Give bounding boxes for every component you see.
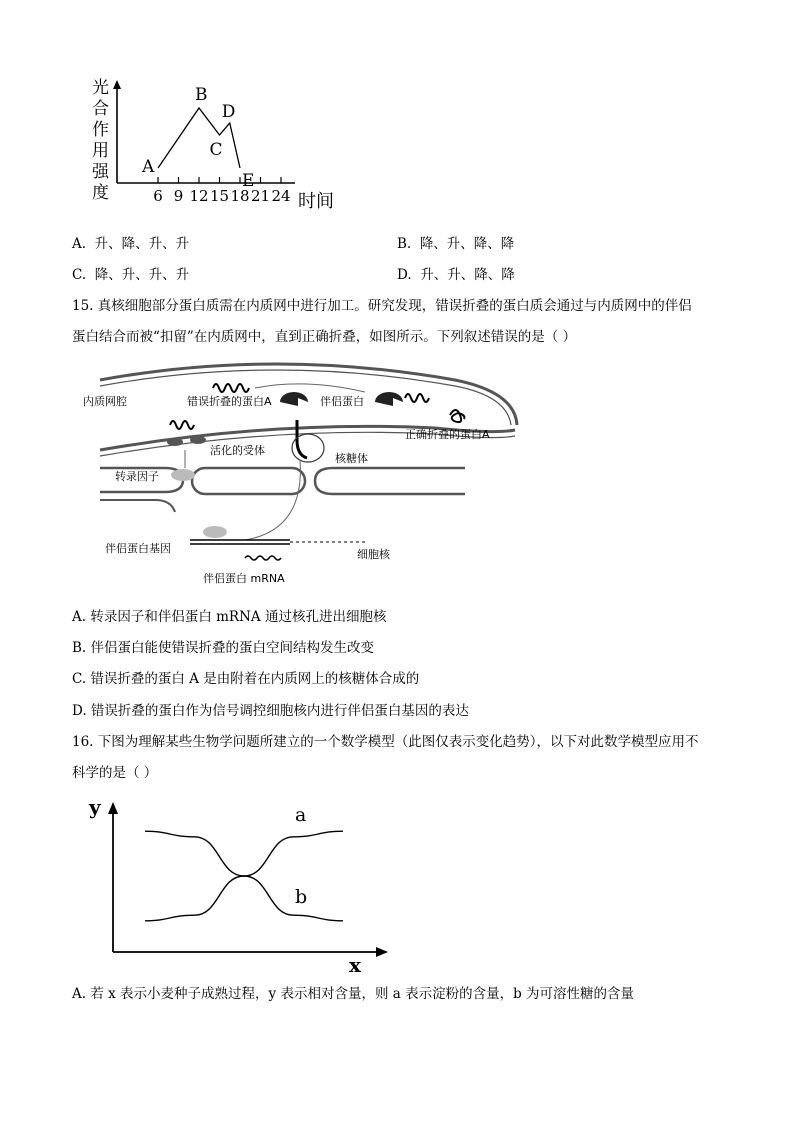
q14-ylabel [92, 78, 110, 203]
label-correctly-folded: 正确折叠的蛋白A [405, 428, 490, 441]
label-gene: 伴侣蛋白基因 [105, 542, 171, 555]
q16-series-label: b [295, 885, 308, 908]
mrna-icon [245, 556, 281, 560]
q15-option-d: D. 错误折叠的蛋白作为信号调控细胞核内进行伴侣蛋白基因的表达 [72, 703, 469, 719]
nuclear-envelope-mid [192, 468, 305, 494]
q16-option-a: A. 若 x 表示小麦种子成熟过程，y 表示相对含量，则 a 表示淀粉的含量，b 为可溶性糖的含量 [72, 986, 635, 1002]
arrow-up-icon [245, 460, 300, 540]
q16-ylabel: y [89, 795, 101, 819]
q14-tick-label: 9 [173, 187, 184, 205]
q14-ylabel-char: 合 [92, 99, 109, 119]
q15-option-b: B. 伴侣蛋白能使错误折叠的蛋白空间结构发生改变 [72, 640, 375, 656]
q14-point-label: A [142, 157, 155, 177]
q14-option-c: C. 降、升、升、升 [72, 267, 190, 283]
q16-chart [85, 792, 395, 977]
q14-ylabel-char: 光 [92, 78, 109, 98]
transcription-factor-nucleus-icon [203, 526, 227, 538]
q15-option-a: A. 转录因子和伴侣蛋白 mRNA 通过核孔进出细胞核 [72, 609, 387, 625]
nascent-protein-icon [297, 420, 307, 458]
receptor-2-icon [190, 436, 206, 444]
q15-stem-line2: 蛋白结合而被“扣留”在内质网中，直到正确折叠，如图所示。下列叙述错误的是（ ） [72, 329, 577, 345]
q16-xlabel: x [349, 953, 361, 977]
misfolded-protein-2-icon [170, 421, 194, 429]
q15-option-c: C. 错误折叠的蛋白 A 是由附着在内质网上的核糖体合成的 [72, 671, 420, 687]
chaperone-2-icon [375, 392, 403, 406]
q16-y-arrow [108, 802, 118, 814]
q14-point-label: E [242, 171, 255, 191]
q14-tick-label: 15 [209, 187, 230, 205]
transcription-factor-icon [171, 469, 195, 481]
q14-y-arrow [113, 80, 121, 89]
label-tf: 转录因子 [115, 470, 159, 483]
label-er-lumen: 内质网腔 [83, 395, 127, 408]
q14-point-label: D [221, 102, 236, 122]
q14-point-label: C [209, 140, 223, 160]
q14-ylabel-char: 度 [92, 183, 109, 203]
folded-protein-icon [450, 410, 464, 422]
q16-series-label: a [295, 804, 307, 827]
label-misfolded: 错误折叠的蛋白A [187, 395, 272, 408]
arrow-loop-icon [255, 384, 365, 392]
q14-option-b: B. 降、升、降、降 [397, 236, 515, 252]
q16-x-arrow [376, 947, 388, 957]
label-ribosome: 核糖体 [335, 452, 368, 465]
q14-tick-label: 21 [250, 187, 271, 205]
q14-point-label: B [195, 85, 208, 105]
q16-stem-line2: 科学的是（ ） [72, 765, 158, 781]
label-mrna: 伴侣蛋白 mRNA [203, 572, 285, 585]
nuclear-envelope-left-lower [100, 500, 175, 512]
q14-chart [80, 75, 350, 220]
q15-stem-line1: 15. 真核细胞部分蛋白质需在内质网中进行加工。研究发现，错误折叠的蛋白质会通过与内质网中的伴侣 [72, 298, 692, 314]
label-nucleus: 细胞核 [357, 548, 390, 561]
q16-series-b [145, 831, 343, 921]
misfolded-protein-icon [213, 384, 249, 392]
q14-tick-label: 6 [153, 187, 163, 205]
q15-diagram [75, 360, 535, 590]
nuclear-envelope-right [315, 468, 465, 494]
q14-tick-label: 24 [271, 187, 291, 205]
q14-xlabel: 时间 [298, 191, 334, 212]
receptor-icon [167, 438, 183, 446]
q14-ylabel-char: 作 [92, 120, 109, 140]
q14-option-a: A. 升、降、升、升 [72, 236, 190, 252]
q14-tick-label: 18 [230, 187, 250, 205]
q16-stem-line1: 16. 下图为理解某些生物学问题所建立的一个数学模型（此图仅表示变化趋势），以下对此数学模型应用不 [72, 734, 699, 750]
q14-ylabel-char: 强 [92, 162, 109, 182]
label-chaperone: 伴侣蛋白 [320, 395, 364, 408]
q14-option-d: D. 升、升、降、降 [397, 267, 515, 283]
q14-tick-label: 12 [189, 187, 209, 205]
label-receptor: 活化的受体 [210, 444, 265, 457]
q14-ylabel-char: 用 [92, 141, 109, 161]
chaperone-bound-protein-icon [405, 394, 429, 402]
chaperone-icon [280, 392, 308, 406]
